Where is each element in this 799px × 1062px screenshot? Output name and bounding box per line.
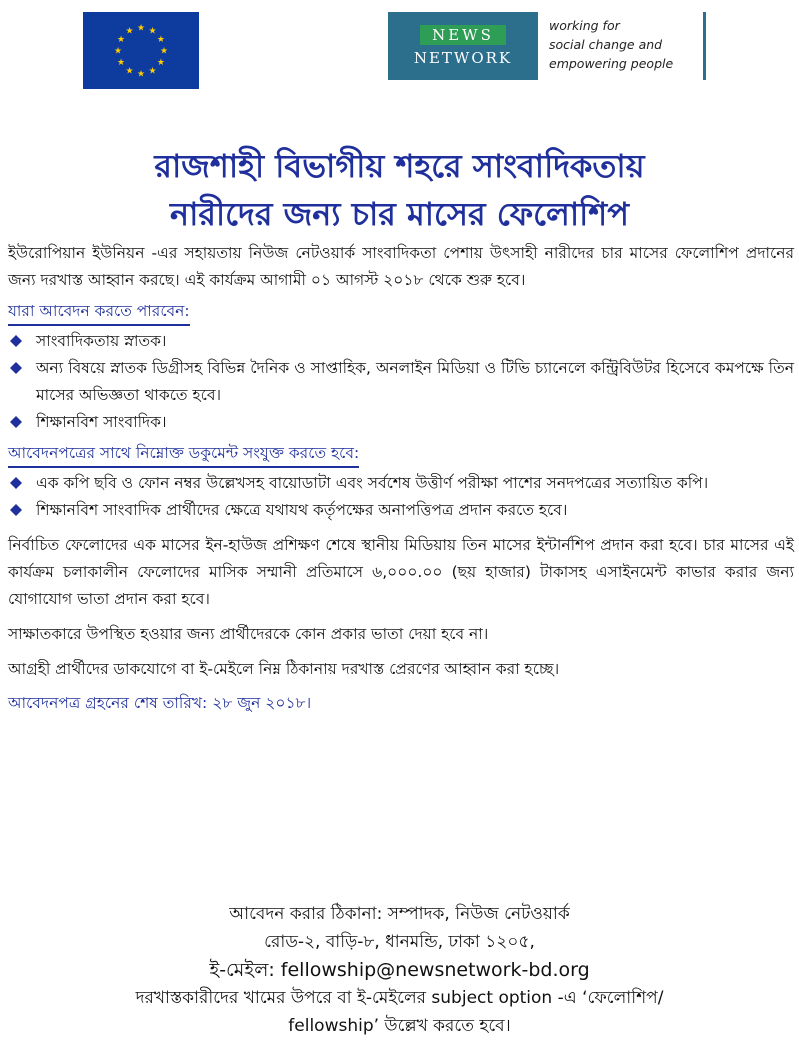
tagline-divider bbox=[703, 12, 706, 80]
eu-flag-icon bbox=[83, 12, 199, 89]
eu-star-icon: ★ bbox=[148, 66, 157, 77]
diamond-bullet-icon bbox=[10, 477, 22, 489]
eu-star-icon: ★ bbox=[156, 58, 165, 68]
page-title bbox=[0, 142, 799, 238]
list-item-text: শিক্ষানবিশ সাংবাদিক প্রার্থীদের ক্ষেত্রে যথাযথ কর্তৃপক্ষের অনাপত্তিপত্র প্রদান করতে হবে। bbox=[36, 501, 568, 519]
diamond-bullet-icon bbox=[10, 335, 22, 347]
list-item-text: অন্য বিষয়ে স্নাতক ডিগ্রীসহ বিভিন্ন দৈনিক ও সাপ্তাহিক, অনলাইন মিডিয়া ও টিভি চ্যানেলে কন্ট্রিবিউটর হিসেবে কমপক্ষে তিন মাসের অভিজ্ঞতা থাকতে হবে। bbox=[36, 359, 794, 404]
title-line-1: রাজশাহী বিভাগীয় শহরে সাংবাদিকতায় bbox=[154, 147, 645, 185]
eu-star-icon: ★ bbox=[117, 58, 126, 68]
application-note: আগ্রহী প্রার্থীদের ডাকযোগে বা ই-মেইলে নিম্ন ঠিকানায় দরখাস্ত প্রেরণের আহ্বান করা হচ্ছে। bbox=[8, 660, 560, 678]
subject-note-line: দরখাস্তকারীদের খামের উপরে বা ই-মেইলের subject option -এ ‘ফেলোশিপ/ bbox=[135, 988, 664, 1008]
eu-star-icon: ★ bbox=[159, 46, 169, 57]
address-line: রোড-২, বাড়ি-৮, ধানমন্ডি, ঢাকা ১২০৫, bbox=[264, 932, 535, 952]
tagline bbox=[549, 16, 699, 73]
stipend-paragraph: নির্বাচিত ফেলোদের এক মাসের ইন-হাউজ প্রশিক্ষণ শেষে স্থানীয় মিডিয়ায় তিন মাসের ইন্টার্নশিপ প্রদান করা হবে। চার মাসের এই কার্যক্রম চলাকালীন ফেলোদের মাসিক সম্মানী প্রতিমাসে ৬,০০০.০০ (ছয় হাজার) টাকাসহ এসাইনমেন্ট কাভার করার জন্য যোগাযোগ ভাতা প্রদান করা হবে। bbox=[8, 536, 794, 608]
interview-note: সাক্ষাতকারে উপস্থিত হওয়ার জন্য প্রার্থীদেরকে কোন প্রকার ভাতা দেয়া হবে না। bbox=[8, 625, 489, 643]
eu-star-icon: ★ bbox=[156, 35, 165, 45]
tagline-line: empowering people bbox=[549, 56, 674, 71]
list-item-text: শিক্ষানবিশ সাংবাদিক। bbox=[36, 413, 167, 431]
list-item bbox=[8, 328, 794, 355]
diamond-bullet-icon bbox=[10, 416, 22, 428]
eu-star-icon: ★ bbox=[117, 35, 126, 45]
list-item-text: সাংবাদিকতায় স্নাতক। bbox=[36, 332, 167, 350]
list-item bbox=[8, 355, 794, 409]
address-block bbox=[0, 900, 799, 1040]
list-item bbox=[8, 497, 794, 524]
diamond-bullet-icon bbox=[10, 504, 22, 516]
tagline-line: working for bbox=[549, 18, 620, 33]
news-network-logo bbox=[388, 12, 538, 80]
subject-note-line: fellowship’ উল্লেখ করতে হবে। bbox=[288, 1016, 511, 1036]
list-item bbox=[8, 409, 794, 436]
eligibility-heading: যারা আবেদন করতে পারবেন: bbox=[8, 298, 190, 326]
eu-star-icon: ★ bbox=[125, 26, 134, 37]
title-line-2: নারীদের জন্য চার মাসের ফেলোশিপ bbox=[170, 195, 629, 233]
address-line: আবেদন করার ঠিকানা: সম্পাদক, নিউজ নেটওয়ার্ক bbox=[229, 904, 570, 924]
eu-star-icon: ★ bbox=[113, 46, 123, 57]
deadline-text: আবেদনপত্র গ্রহনের শেষ তারিখ: ২৮ জুন ২০১৮। bbox=[8, 694, 312, 712]
logo-news-text: NEWS bbox=[420, 25, 506, 45]
list-item-text: এক কপি ছবি ও ফোন নম্বর উল্লেখসহ বায়োডাটা এবং সর্বশেষ উত্তীর্ণ পরীক্ষা পাশের সনদপত্রের সত্যায়িত কপি। bbox=[36, 474, 709, 492]
eu-star-icon: ★ bbox=[125, 66, 134, 77]
logo-network-text: NETWORK bbox=[413, 49, 513, 67]
list-item bbox=[8, 470, 794, 497]
diamond-bullet-icon bbox=[10, 362, 22, 374]
documents-list bbox=[8, 470, 794, 524]
email-line: ই-মেইল: fellowship@newsnetwork-bd.org bbox=[209, 959, 590, 981]
eu-star-icon: ★ bbox=[148, 26, 157, 37]
eligibility-list bbox=[8, 328, 794, 436]
tagline-line: social change and bbox=[549, 37, 663, 52]
eu-star-icon: ★ bbox=[136, 23, 146, 34]
eu-star-icon: ★ bbox=[136, 69, 146, 80]
documents-heading: আবেদনপত্রের সাথে নিম্নোক্ত ডকুমেন্ট সংযুক্ত করতে হবে: bbox=[8, 440, 359, 468]
notice-body bbox=[8, 240, 794, 717]
intro-paragraph: ইউরোপিয়ান ইউনিয়ন -এর সহায়তায় নিউজ নেটওয়ার্ক সাংবাদিকতা পেশায় উৎসাহী নারীদের চার মাসের ফেলোশিপ প্রদানের জন্য দরখাস্ত আহ্বান করছে। এই কার্যক্রম আগামী ০১ আগস্ট ২০১৮ থেকে শুরু হবে। bbox=[8, 244, 794, 289]
